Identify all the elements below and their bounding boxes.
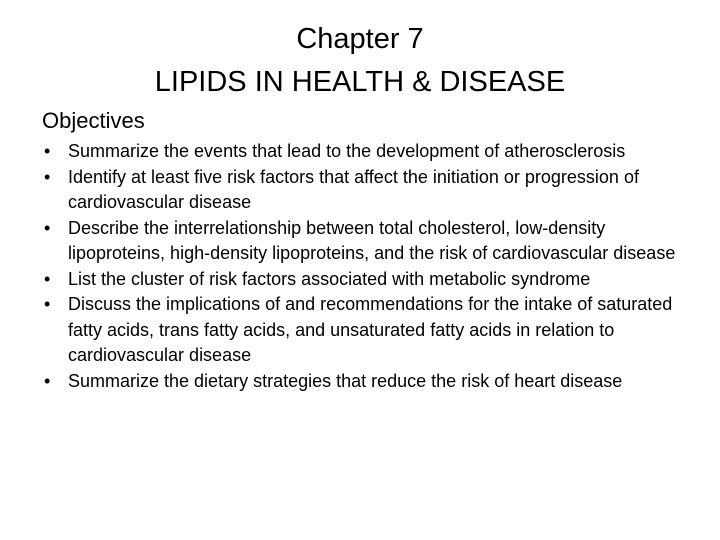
objective-text: Discuss the implications of and recommendations for the intake of saturated fatty acids, trans fatty acids, and unsaturated fatty acids in relation to cardiovascular disease [68,294,673,365]
objective-text: Summarize the events that lead to the development of atherosclerosis [68,141,626,161]
list-item [44,139,684,165]
chapter-title: LIPIDS IN HEALTH & DISEASE [154,66,566,98]
objective-text: Identify at least five risk factors that affect the initiation or progression of cardiovascular disease [68,166,639,212]
bullet-icon: • [44,166,51,187]
slide-title [0,18,720,104]
bullet-icon: • [44,294,51,314]
objectives-heading: Objectives [42,108,145,133]
objectives-list [44,139,684,394]
objective-text: Summarize the dietary strategies that reduce the risk of heart disease [68,370,623,391]
bullet-icon: • [44,268,51,289]
bullet-icon: • [44,217,51,238]
chapter-number: Chapter 7 [296,23,424,55]
objective-text: Describe the interrelationship between total cholesterol, low-density lipoproteins, high-density lipoproteins, and the risk of cardiovascular disease [68,217,676,263]
bullet-icon: • [44,370,51,391]
list-item [44,165,684,216]
objective-text: List the cluster of risk factors associated with metabolic syndrome [68,268,591,289]
list-item [44,216,684,267]
list-item [44,369,684,395]
list-item [44,292,684,369]
list-item [44,267,684,293]
bullet-icon: • [44,141,51,161]
